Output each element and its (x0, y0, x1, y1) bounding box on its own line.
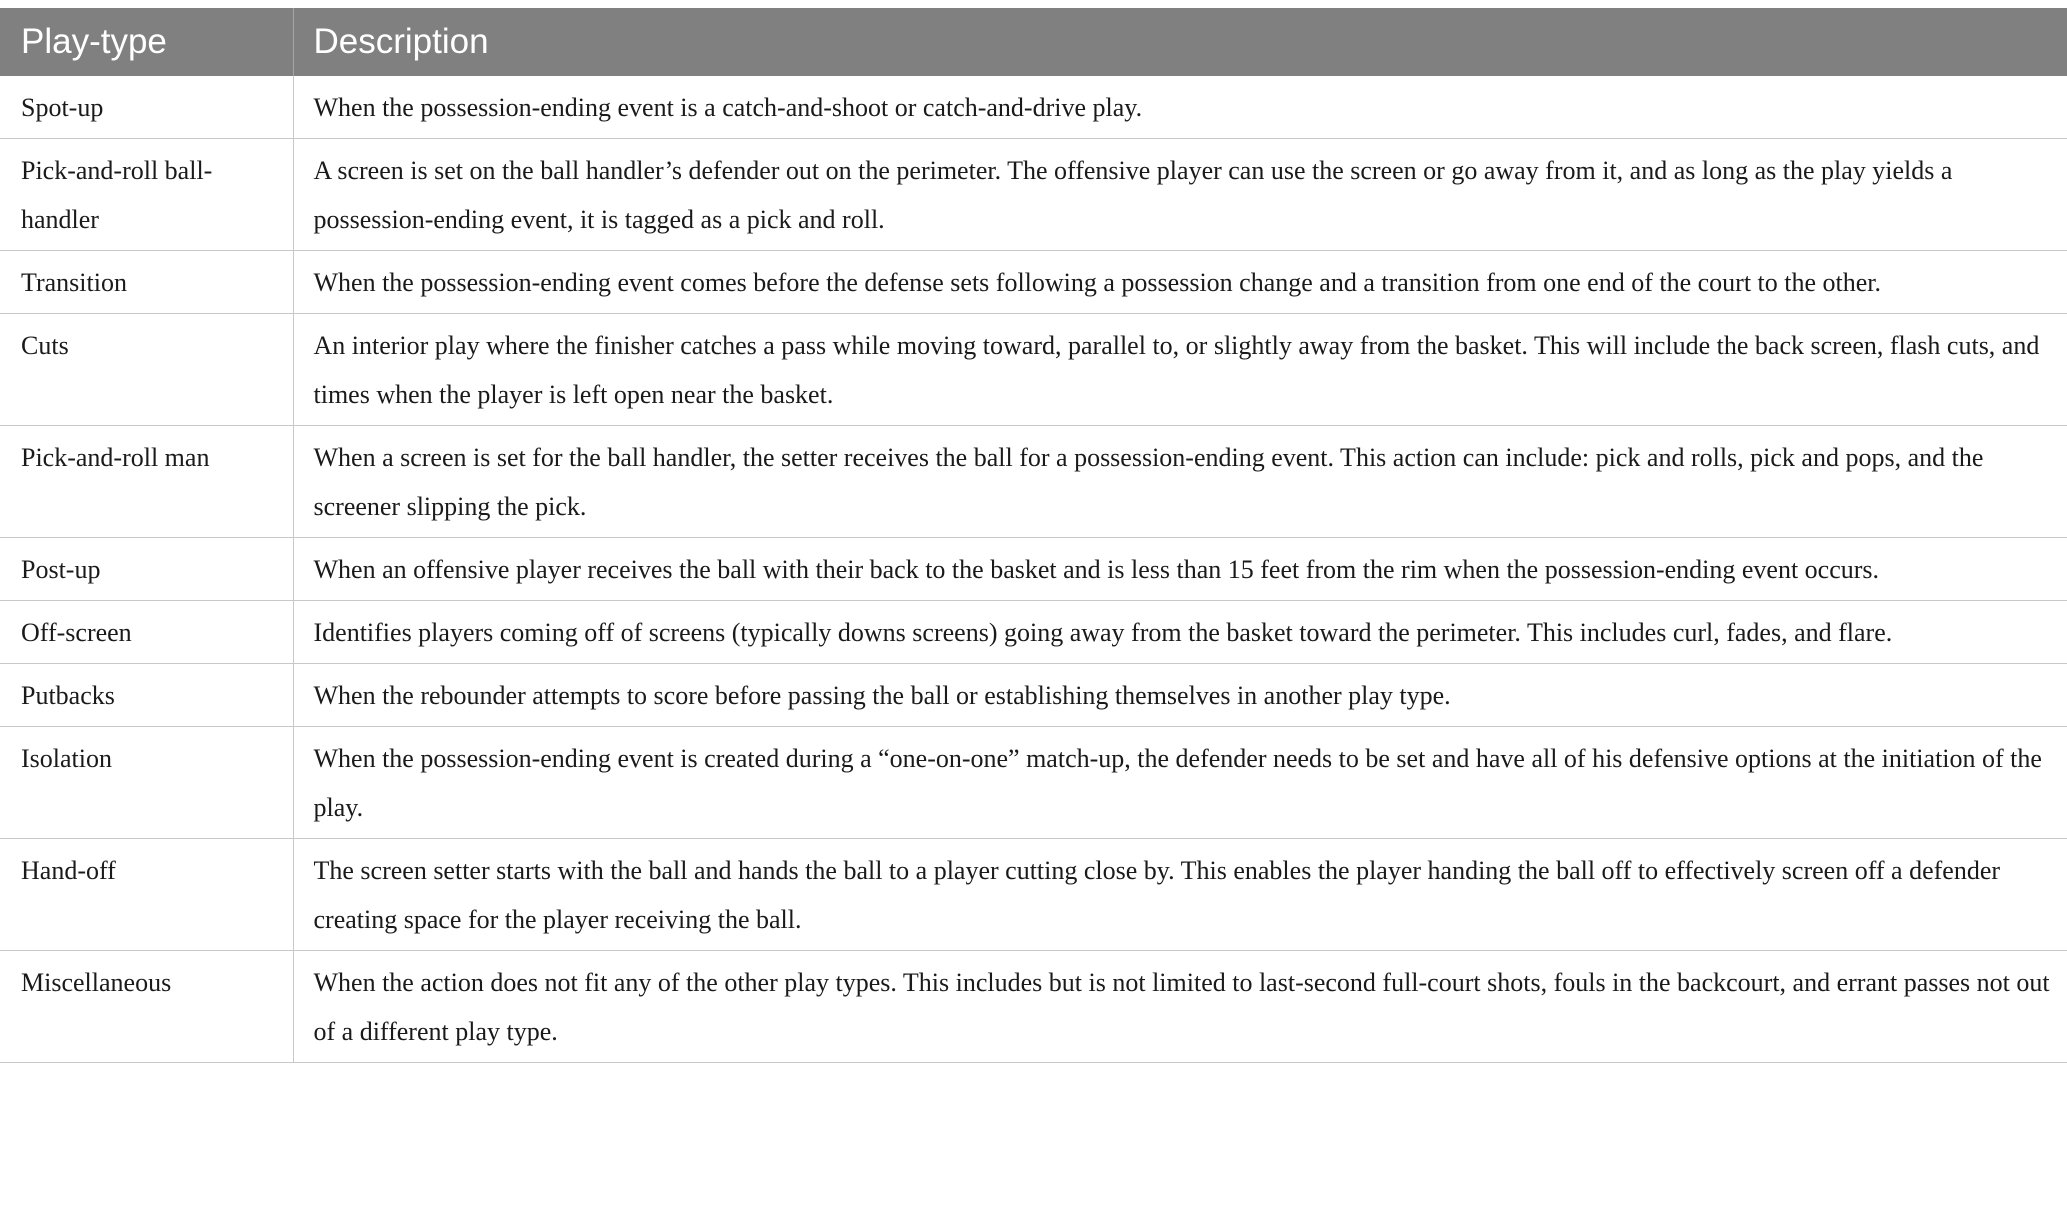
table-row (0, 314, 2067, 426)
play-type-cell: Pick-and-roll man (0, 426, 293, 538)
header-play-type: Play-type (0, 8, 293, 76)
description-cell: When the possession-ending event is a catch-and-shoot or catch-and-drive play. (293, 76, 2067, 139)
table-row (0, 727, 2067, 839)
play-type-cell: Hand-off (0, 839, 293, 951)
description-cell: An interior play where the finisher catches a pass while moving toward, parallel to, or slightly away from the basket. This will include the back screen, flash cuts, and times when the player is left open near the basket. (293, 314, 2067, 426)
header-row (0, 8, 2067, 76)
play-type-cell: Pick-and-roll ball-handler (0, 139, 293, 251)
play-type-cell: Transition (0, 251, 293, 314)
table-row (0, 951, 2067, 1063)
play-type-cell: Miscellaneous (0, 951, 293, 1063)
description-cell: When the rebounder attempts to score before passing the ball or establishing themselves in another play type. (293, 664, 2067, 727)
table-row (0, 426, 2067, 538)
play-type-cell: Cuts (0, 314, 293, 426)
table-row (0, 538, 2067, 601)
description-cell: When an offensive player receives the ball with their back to the basket and is less than 15 feet from the rim when the possession-ending event occurs. (293, 538, 2067, 601)
table-row (0, 664, 2067, 727)
table-header (0, 8, 2067, 76)
description-cell: The screen setter starts with the ball and hands the ball to a player cutting close by. This enables the player handing the ball off to effectively screen off a defender creating space for the player receiving the ball. (293, 839, 2067, 951)
play-type-cell: Spot-up (0, 76, 293, 139)
description-cell: Identifies players coming off of screens (typically downs screens) going away from the basket toward the perimeter. This includes curl, fades, and flare. (293, 601, 2067, 664)
table-row (0, 251, 2067, 314)
play-type-cell: Off-screen (0, 601, 293, 664)
description-cell: When a screen is set for the ball handler, the setter receives the ball for a possession-ending event. This action can include: pick and rolls, pick and pops, and the screener slipping the pick. (293, 426, 2067, 538)
play-type-table-container (0, 8, 2067, 1063)
description-cell: When the action does not fit any of the other play types. This includes but is not limited to last-second full-court shots, fouls in the backcourt, and errant passes not out of a different play type. (293, 951, 2067, 1063)
table-row (0, 76, 2067, 139)
play-type-cell: Post-up (0, 538, 293, 601)
play-type-cell: Isolation (0, 727, 293, 839)
play-type-table (0, 8, 2067, 1063)
table-row (0, 601, 2067, 664)
table-row (0, 139, 2067, 251)
table-body (0, 76, 2067, 1063)
description-cell: When the possession-ending event comes before the defense sets following a possession change and a transition from one end of the court to the other. (293, 251, 2067, 314)
play-type-cell: Putbacks (0, 664, 293, 727)
table-row (0, 839, 2067, 951)
description-cell: A screen is set on the ball handler’s defender out on the perimeter. The offensive player can use the screen or go away from it, and as long as the play yields a possession-ending event, it is tagged as a pick and roll. (293, 139, 2067, 251)
description-cell: When the possession-ending event is created during a “one-on-one” match-up, the defender needs to be set and have all of his defensive options at the initiation of the play. (293, 727, 2067, 839)
header-description: Description (293, 8, 2067, 76)
